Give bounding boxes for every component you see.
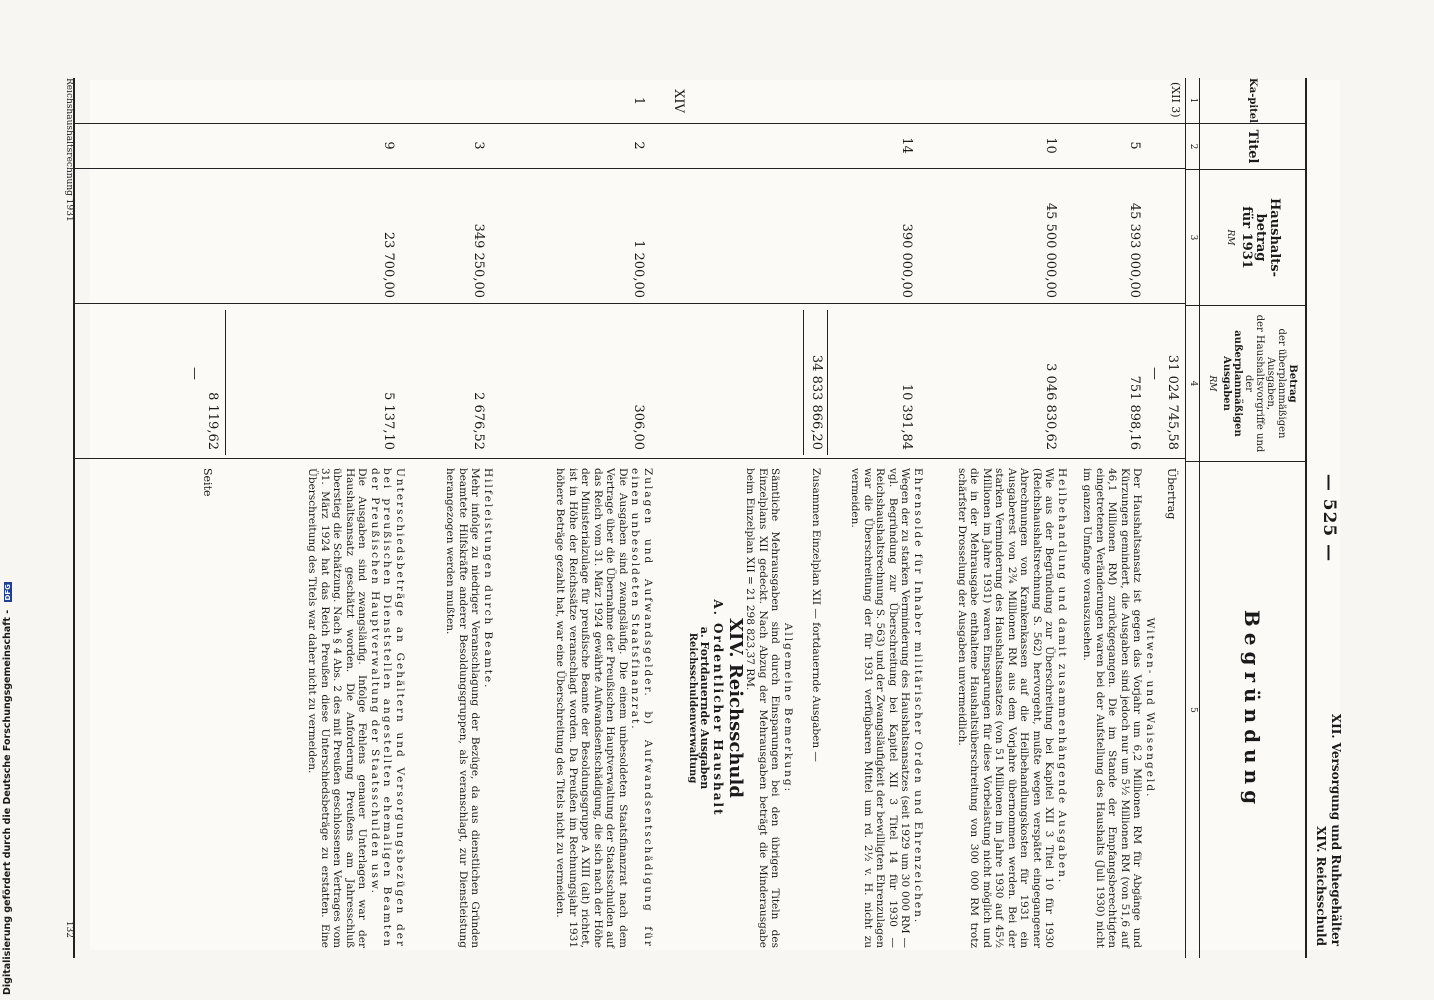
row-heading: Heilbehandlung und damit zusammenhängende Ausgaben.: [1056, 468, 1068, 885]
row-body: Die Ausgaben sind zwangsläufig. Infolge Fehlens genauer Unterlagen war der Haushaltsansatz geschätzt worden. Die Anforderung Preußens am Jahresschluß überstieg die Schätzung. Nach § 4 Abs. 2 des mit Preußen geschlossenen Vertrages vom 31. März 1924 hat das Reich Preußen diese Unterschiedsbeträge zu erstatten. Eine Überschreitung des Titels war daher nicht zu vermeiden.: [306, 468, 369, 948]
final-text: Seite: [201, 468, 214, 497]
row-amount: 3 046 830,62: [1043, 363, 1058, 450]
row-heading: Hilfeleistungen durch Beamte.: [482, 468, 494, 690]
row-titel: 10: [1043, 137, 1058, 154]
budget-table: [73, 78, 1307, 958]
header-haushaltsbetrag: Haushalts- betrag für 1931 RM: [1200, 170, 1305, 306]
page-number: — 525 —: [1319, 473, 1339, 563]
row-body: Mehr infolge zu niedriger Veranschlagung der Bezüge, da aus dienstlichen Gründen beamtete Hilfskräfte anderer Besoldungsgruppen, als veranschlagt, zur Dienstleistung herangezogen werden mußten.: [444, 468, 482, 948]
dfg-logo: DFG: [3, 584, 12, 601]
col-number: 4: [1186, 306, 1200, 462]
row-titel: 2: [631, 141, 646, 150]
row-body: Die Ausgaben sind zwangsläufig. Die einem unbesoldeten Staatsfinanzrat nach dem Vertrage über die Übernahme der Preußischen Hauptverwaltung der Staatsschulden auf das Reich vom 31. März 1924 gewährte Aufwandsentschädigung, die sich nach der Höhe der Ministerialzulage für preußische Beamte der Besoldungsgruppe A XIII (alt) richtet, ist in Höhe der Reichssätze veranschlagt worden. Da Preußen im Rechnungsjahr 1931 höhere Beträge gezahlt hat, war eine Überschreitung des Titels nicht zu vermeiden.: [554, 468, 629, 948]
rotated-page-content: [75, 78, 1345, 958]
col-number: 3: [1186, 170, 1200, 306]
table-header: [1199, 78, 1305, 958]
row-description: [849, 468, 924, 948]
section-subsub: a. Fortdauernde Ausgaben: [698, 626, 711, 790]
row-titel: 3: [471, 141, 486, 150]
column-number-row: [1185, 78, 1200, 958]
general-remark: [744, 468, 794, 948]
row-titel: 14: [899, 137, 914, 154]
row-betrag: 45 500 000,00: [1043, 202, 1058, 298]
row-amount: 2 676,52: [471, 392, 486, 450]
row-heading: Unterschiedsbeträge an Gehältern und Versorgungsbezügen der bei preußischen Dienststellen angestellten ehemaligen Beamten der Preußischen Hauptverwaltung der Staatsschulden usw.: [369, 468, 406, 948]
header-mehrausgaben: Betrag der überplanmäßigen Ausgaben, der Haushaltsvorgriffe und der außerplanmäßigen Ausgaben RM: [1200, 306, 1305, 462]
row-amount: 5 137,10: [381, 392, 396, 450]
running-head-line2: XIV. Reichsschuld: [1314, 826, 1328, 946]
row-betrag: 1 200,00: [631, 240, 646, 298]
row-heading: Witwen- und Waisengeld.: [1144, 617, 1156, 799]
row-amount: 10 391,84: [899, 383, 914, 450]
row-text: Übertrag: [1165, 468, 1178, 520]
final-amount: 8 119,62: [205, 392, 220, 450]
row-description: [956, 468, 1069, 948]
digitization-credit: [2, 0, 18, 995]
row-titel: 9: [381, 141, 396, 150]
row-kapitel: 1: [631, 96, 646, 106]
sum-text: Zusammen Einzelplan XII — fortdauernde Ausgaben —: [810, 468, 822, 762]
row-betrag: 390 000,00: [899, 223, 914, 298]
digitization-text: Digitalisierung gefördert durch die Deutsche Forschungsgemeinschaft -: [2, 609, 13, 995]
header-kapitel: Ka-pitel: [1200, 78, 1305, 124]
row-description: [1081, 468, 1156, 948]
col-number: 1: [1186, 78, 1200, 124]
col-number: 2: [1186, 124, 1200, 170]
row-body: Der Haushaltsansatz ist gegen das Vorjahr um 6,2 Millionen RM für Abgänge und Kürzungen gemindert, die Ausgaben sind jedoch nur um 5½ Millionen RM (von 51,6 auf 46,1 Millionen RM) zurückgegangen. Die im Stande der Empfangsberechtigten eingetretenen Veränderungen waren bei der Aufstellung des Haushalts (Juli 1930) nicht im ganzen Umfange vorauszusehen.: [1081, 468, 1144, 948]
row-body: Wie aus der Begründung zur Überschreitung bei Kapitel XII 3 Titel 10 für 1930 (Reichshaushaltsrechnung S. 562) hervorgeht, mußte wegen verspätet eingegangener Abrechnungen von Krankenkassen auf die Heilbehandlungskosten für 1931 ein Ausgaberest von 2¾ Millionen RM aus dem Vorjahre übernommen werden. Bei der starken Verminderung des Haushaltsansatzes (von 51 Millionen im Jahre 1930 auf 45½ Millionen im Jahre 1931) waren Einsparungen für diese Vorbelastung nicht möglich und die in der Mehrausgabe enthaltene Haushaltsüberschreitung von 300 000 RM trotz schärfster Drosselung der Ausgaben unvermeidlich.: [956, 468, 1056, 948]
row-betrag: 349 250,00: [471, 223, 486, 298]
row-description: [554, 468, 654, 948]
page-header: [1309, 78, 1345, 958]
section-heading-block: [687, 468, 746, 948]
section-kapitel: XIV: [671, 89, 686, 113]
section-subsubsub: Reichsschuldenverwaltung: [687, 632, 698, 784]
row-description: [306, 468, 406, 948]
row-amount: 31 024 745,58: [1165, 354, 1180, 450]
row-betrag: 45 393 000,00: [1127, 202, 1142, 298]
left-margin-page: 132: [64, 920, 74, 938]
section-sub: A. Ordentlicher Haushalt: [711, 599, 725, 817]
row-amount: 306,00: [631, 404, 646, 450]
general-remark-heading: Allgemeine Bemerkung:: [782, 622, 794, 794]
running-head: [1313, 714, 1343, 946]
row-body: Wegen der zu starken Verminderung des Haushaltsansatzes (seit 1929 um 30 000 RM — vgl. Begründung zur Überschreitung bei Kapitel XII 3 Titel 14 für 1930 — Reichshaushaltsrechnung S. 563) und der Zwangsläufigkeit der bewilligten Ehrenzulagen war die Überschreitung der für 1931 verfügbaren Mittel um rd. 2½ v. H. nicht zu vermeiden.: [849, 468, 912, 948]
section-title: XIV. Reichsschuld: [725, 618, 746, 798]
header-titel: Titel: [1200, 124, 1305, 170]
final-dash: —: [187, 367, 202, 380]
row-titel: 5: [1127, 141, 1142, 150]
row-amount: 751 898,16: [1127, 375, 1142, 450]
header-begruendung: Begründung: [1240, 609, 1265, 811]
row-dash: —: [1147, 367, 1162, 380]
row-heading: Zulagen und Aufwandsgelder. b) Aufwandsentschädigung für einen unbesoldeten Staatsfinanzrat.: [629, 468, 654, 948]
row-description: [444, 468, 494, 948]
col-number: 5: [1188, 707, 1198, 713]
table-body: [75, 78, 1186, 958]
general-remark-body: Sämtliche Mehrausgaben sind durch Einsparungen bei den übrigen Titeln des Einzelplans XII gedeckt. Nach Abzug der Mehrausgaben beträgt die Minderausgabe beim Einzelplan XII = 21 298 823,37 RM.: [744, 468, 782, 948]
row-betrag: 23 700,00: [381, 231, 396, 298]
row-heading: Ehrensolde für Inhaber militärischer Orden und Ehrenzeichen.: [912, 468, 924, 925]
left-margin-label: Reichshaushaltsrechnung 1931: [64, 78, 74, 222]
running-head-line1: XII. Versorgung und Ruhegehälter: [1329, 713, 1343, 946]
sum-amount: 34 833 866,20: [809, 354, 824, 450]
row-kapitel: (XII 3): [1169, 82, 1182, 118]
